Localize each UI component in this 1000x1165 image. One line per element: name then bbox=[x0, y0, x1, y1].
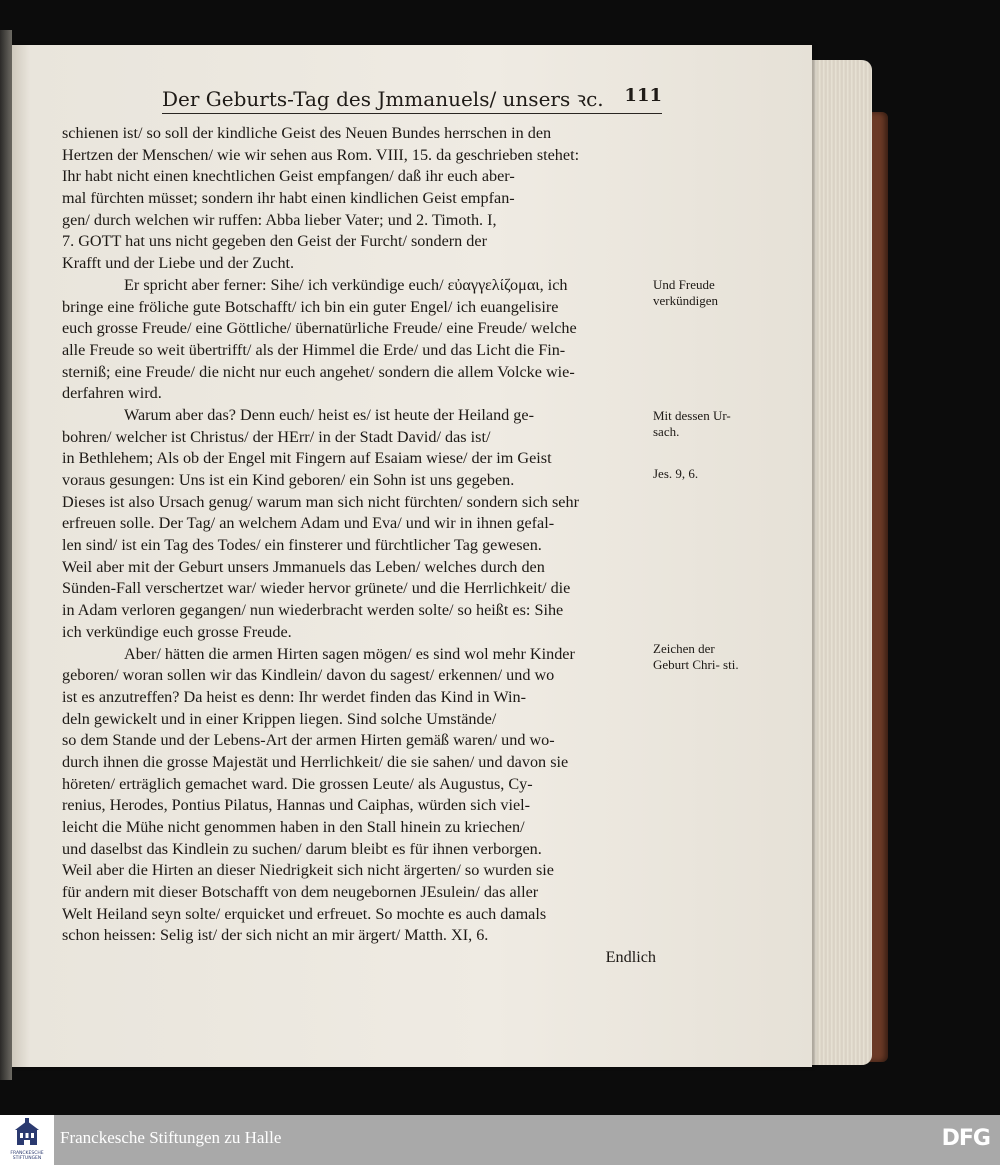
text-line: len sind/ ist ein Tag des Todes/ ein finsterer und fürchtlicher Tag gewesen. bbox=[62, 536, 542, 555]
text-line: in Bethlehem; Als ob der Engel mit Fingern auf Esaiam wiese/ der im Geist bbox=[62, 449, 552, 468]
book-page bbox=[12, 45, 812, 1067]
text-line: leicht die Mühe nicht genommen haben in den Stall hinein zu kriechen/ bbox=[62, 818, 525, 836]
text-line: Weil aber mit der Geburt unsers Jmmanuels das Leben/ welches durch den bbox=[62, 557, 545, 576]
text-line: für andern mit dieser Botschafft von dem neugebornen JEsulein/ das aller bbox=[62, 883, 539, 902]
text-line: sterniß; eine Freude/ die nicht nur euch angehet/ sondern die allem Volcke wie- bbox=[62, 362, 575, 381]
body-text bbox=[62, 123, 656, 969]
text-line: euch grosse Freude/ eine Göttliche/ übernatürliche Freude/ eine Freude/ welche bbox=[62, 319, 577, 338]
text-line: Krafft und der Liebe und der Zucht. bbox=[62, 254, 295, 273]
margin-note: Und Freude verkündigen bbox=[653, 277, 718, 308]
text-line: höreten/ erträglich gemachet ward. Die grossen Leute/ als Augustus, Cy- bbox=[62, 774, 533, 793]
text-line: Sünden-Fall verschertzet war/ wieder hervor grünete/ und die Herrlichkeit/ die bbox=[62, 579, 571, 598]
text-line: Weil aber die Hirten an dieser Niedrigkeit sich nicht ärgerten/ so wurden sie bbox=[62, 861, 554, 880]
text-line: derfahren wird. bbox=[62, 384, 162, 403]
text-line: geboren/ woran sollen wir das Kindlein/ davon du sagest/ erkennen/ und wo bbox=[62, 666, 555, 685]
page-number: 111 bbox=[624, 85, 662, 106]
text-line: und daselbst das Kindlein zu suchen/ darum bleibt es für ihnen verborgen. bbox=[62, 839, 542, 858]
text-line: ich verkündige euch grosse Freude. bbox=[62, 622, 292, 641]
text-line: schon heissen: Selig ist/ der sich nicht an mir ärgert/ Matth. XI, 6. bbox=[62, 926, 489, 945]
text-line: Welt Heiland seyn solte/ erquicket und erfreuet. So mochte es auch damals bbox=[62, 904, 547, 923]
text-line: gen/ durch welchen wir ruffen: Abba lieber Vater; und 2. Timoth. I, bbox=[62, 210, 497, 229]
text-line: alle Freude so weit übertrifft/ als der Himmel die Erde/ und das Licht die Fin- bbox=[62, 340, 566, 359]
text-line: mal fürchten müsset; sondern ihr habt einen kindlichen Geist empfan- bbox=[62, 189, 515, 208]
text-line: bringe eine fröliche gute Botschafft/ ich bin ein guter Engel/ ich euangelisire bbox=[62, 297, 559, 316]
text-line: so dem Stande und der Lebens-Art der armen Hirten gemäß waren/ und wo- bbox=[62, 731, 555, 750]
text-line: erfreuen solle. Der Tag/ an welchem Adam und Eva/ und wir in ihnen gefal- bbox=[62, 514, 555, 533]
text-line: 7. GOTT hat uns nicht gegeben den Geist der Furcht/ sondern der bbox=[62, 232, 487, 251]
text-line: bohren/ welcher ist Christus/ der HErr/ in der Stadt David/ das ist/ bbox=[62, 427, 491, 446]
book-spine-edge bbox=[0, 30, 12, 1080]
institution-logo[interactable] bbox=[0, 1115, 54, 1165]
catchword: Endlich bbox=[605, 948, 656, 967]
page-header bbox=[162, 85, 662, 114]
text-line: Aber/ hätten die armen Hirten sagen mögen/ es sind wol mehr Kinder bbox=[124, 644, 575, 663]
text-line: Er spricht aber ferner: Sihe/ ich verkündige euch/ εὐαγγελίζομαι, ich bbox=[124, 275, 568, 294]
running-head: Der Geburts-Tag des Jmmanuels/ unsers ꝛc. bbox=[162, 87, 604, 111]
margin-note: Jes. 9, 6. bbox=[653, 466, 699, 481]
margin-note: Mit dessen Ur- sach. bbox=[653, 408, 731, 439]
footer-bar bbox=[0, 1115, 1000, 1165]
text-line: durch ihnen die grosse Majestät und Herrlichkeit/ die sie sahen/ und davon sie bbox=[62, 752, 569, 771]
logo-text: FRANCKESCHE STIFTUNGEN bbox=[10, 1151, 44, 1161]
text-line: Hertzen der Menschen/ wie wir sehen aus Rom. VIII, 15. da geschrieben stehet: bbox=[62, 145, 580, 164]
text-line: schienen ist/ so soll der kindliche Geist des Neuen Bundes herrschen in den bbox=[62, 124, 552, 142]
text-line: Ihr habt nicht einen knechtlichen Geist empfangen/ daß ihr euch aber- bbox=[62, 167, 515, 186]
footer-title[interactable]: Franckesche Stiftungen zu Halle bbox=[60, 1128, 282, 1147]
text-line: renius, Herodes, Pontius Pilatus, Hannas und Caiphas, würden sich viel- bbox=[62, 796, 531, 815]
text-line: ist es anzutreffen? Da heist es denn: Ihr werdet finden das Kind in Win- bbox=[62, 687, 526, 706]
building-icon bbox=[0, 1115, 54, 1151]
text-line: voraus gesungen: Uns ist ein Kind geboren/ ein Sohn ist uns gegeben. bbox=[62, 471, 515, 489]
text-line: in Adam verloren gegangen/ nun wiederbracht werden solte/ so heißt es: Sihe bbox=[62, 601, 564, 620]
text-line: Warum aber das? Denn euch/ heist es/ ist heute der Heiland ge- bbox=[124, 405, 534, 424]
text-line: deln gewickelt und in einer Krippen liegen. Sind solche Umstände/ bbox=[62, 709, 497, 728]
text-line: Dieses ist also Ursach genug/ warum man sich nicht fürchten/ sondern sich sehr bbox=[62, 492, 579, 511]
dfg-logo[interactable]: DFG bbox=[941, 1126, 990, 1151]
margin-note: Zeichen der Geburt Chri- sti. bbox=[653, 641, 739, 672]
